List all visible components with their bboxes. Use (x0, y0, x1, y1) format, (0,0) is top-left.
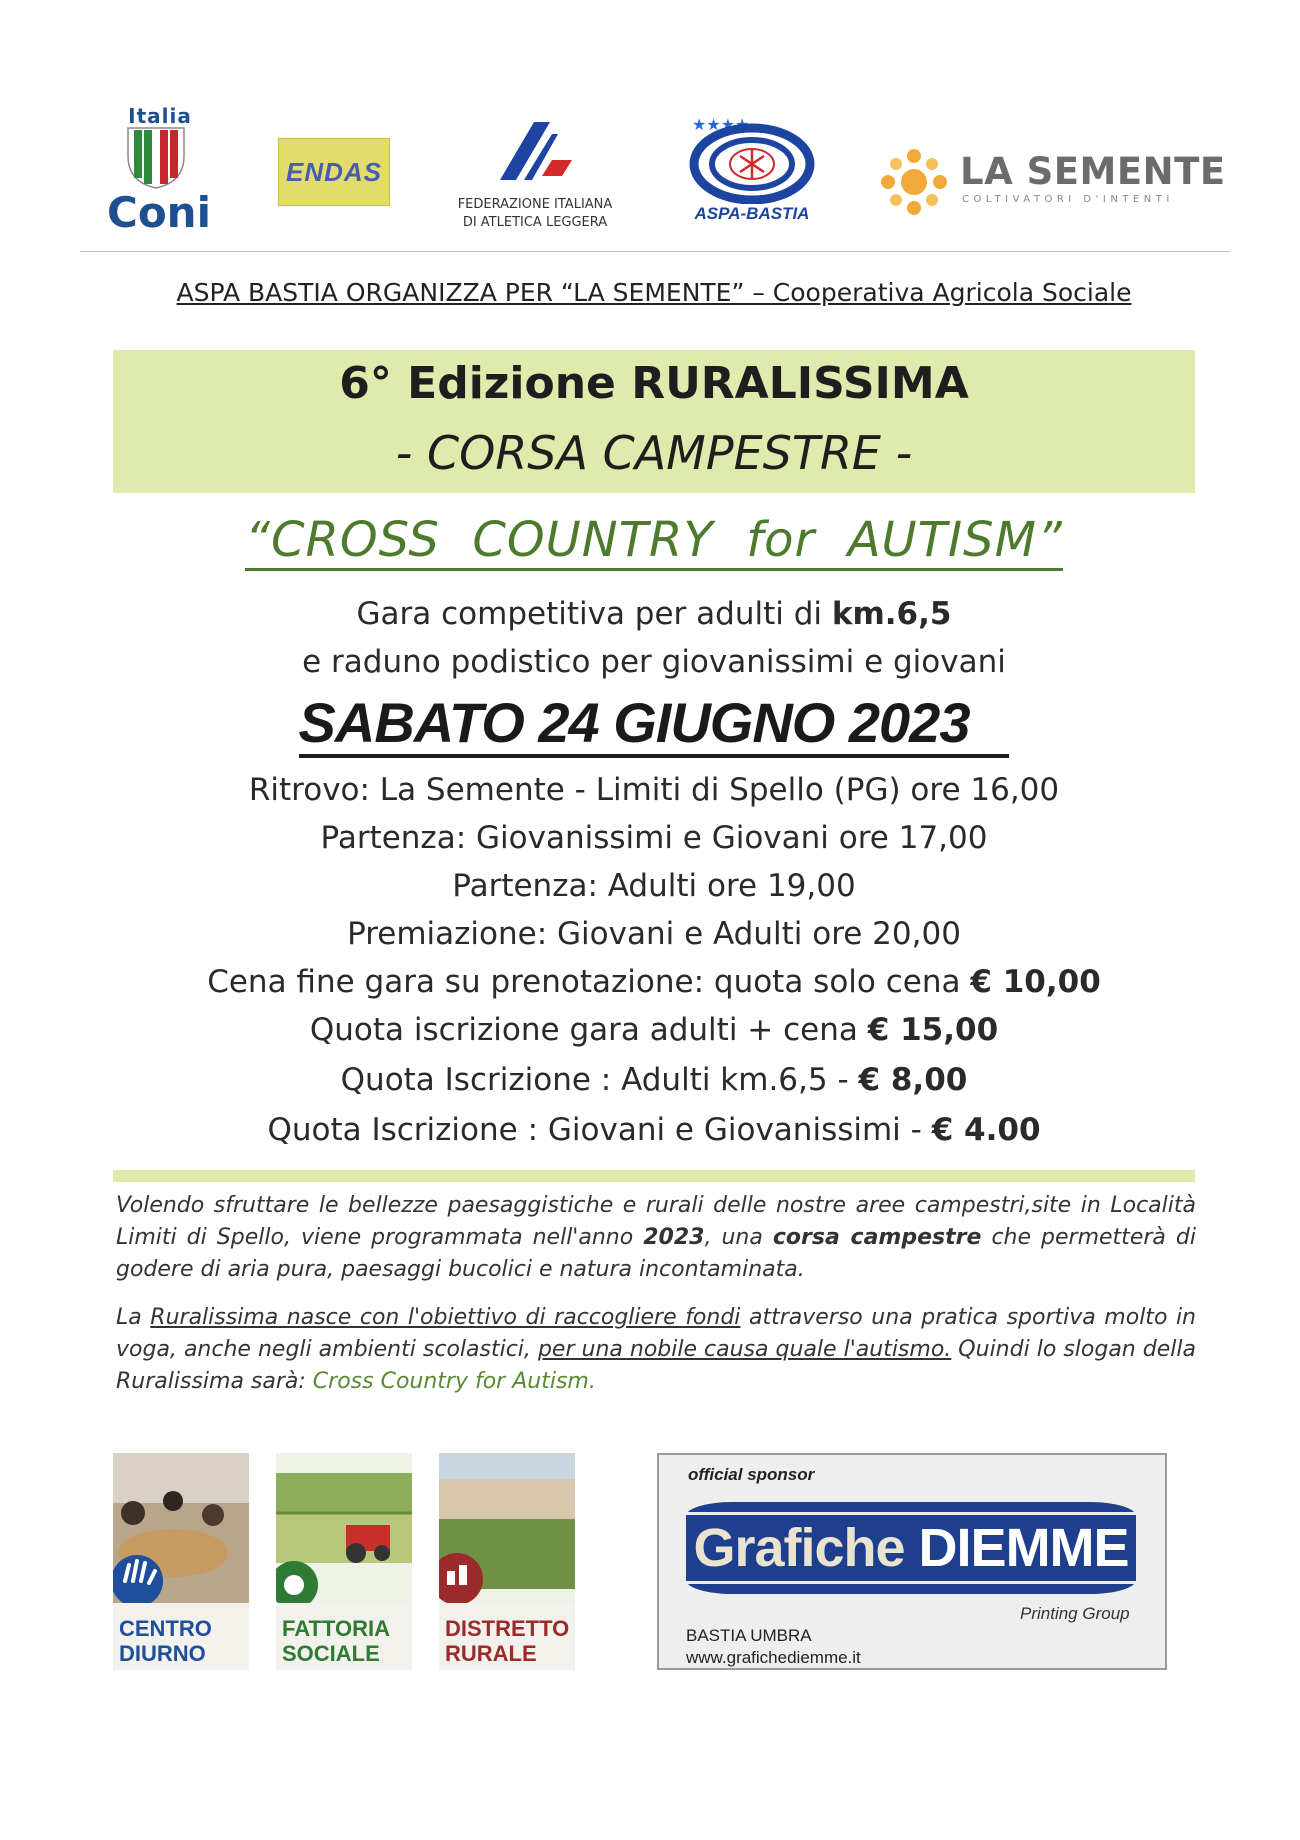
schedule-item (113, 868, 1195, 904)
la-semente-logo-title: LA SEMENTE (960, 150, 1226, 193)
schedule-text: Cena fine gara su prenotazione: quota solo cena (207, 964, 971, 1000)
p1-corsa: corsa campestre (772, 1225, 982, 1250)
intro-line-1 (113, 596, 1195, 632)
svg-text:★★★★: ★★★★ (692, 115, 750, 134)
fidal-line-1: FEDERAZIONE ITALIANA (457, 197, 613, 212)
schedule-text: Partenza: Giovanissimi e Giovani ore 17,00 (320, 820, 988, 856)
p1-text-c: , una (704, 1225, 773, 1250)
centro-diurno-photo (113, 1453, 249, 1603)
schedule-item (113, 772, 1195, 808)
schedule-text: Partenza: Adulti ore 19,00 (452, 868, 856, 904)
fidal-logo-text (440, 196, 630, 232)
schedule-text: Premiazione: Giovani e Adulti ore 20,00 (347, 916, 961, 952)
event-subtitle: - CORSA CAMPESTRE - (395, 426, 913, 480)
sponsor-city: BASTIA UMBRA (686, 1626, 812, 1645)
schedule-item (113, 820, 1195, 856)
sponsor-website[interactable]: www.grafichediemme.it (686, 1648, 861, 1667)
tile-label-1: DISTRETTO (445, 1616, 570, 1641)
tile-label-1: CENTRO (119, 1616, 212, 1641)
section-divider (113, 1170, 1195, 1182)
schedule-item (113, 916, 1195, 952)
description-paragraph-2 (116, 1302, 1196, 1398)
tile-distretto-rurale (439, 1453, 575, 1670)
sponsor-logo-stripe (686, 1581, 1136, 1584)
p1-text-a: Volendo sfruttare le bellezze paesaggistiche e rurali delle nostre aree campestri,site in Località Limiti di Spello, viene programmata nell'anno (116, 1193, 1196, 1250)
tile-label-2: DIURNO (119, 1641, 206, 1666)
edition-title: 6° Edizione RURALISSIMA (339, 358, 969, 409)
schedule-item (113, 1112, 1195, 1148)
slogan (113, 512, 1195, 568)
schedule-text: Ritrovo: La Semente - Limiti di Spello (PG) ore 16,00 (248, 772, 1060, 808)
schedule-text: Quota Iscrizione : Giovani e Giovanissimi - (267, 1112, 932, 1148)
coni-italia-label: Italia (128, 104, 192, 128)
coni-logo-text: Coni (107, 188, 211, 237)
schedule-price: € 4.00 (931, 1112, 1041, 1148)
fattoria-sociale-photo (276, 1453, 412, 1603)
schedule-price: € 15,00 (867, 1012, 999, 1048)
tile-label-1: FATTORIA (282, 1616, 390, 1641)
distretto-rurale-photo (439, 1453, 575, 1603)
sponsor-tagline: Printing Group (1020, 1604, 1130, 1623)
p2-underlined-1: Ruralissima nasce con l'obiettivo di raccogliere fondi (150, 1305, 741, 1330)
p2-underlined-2: per una nobile causa quale l'autismo. (537, 1337, 952, 1362)
schedule-text: Quota iscrizione gara adulti + cena (309, 1012, 868, 1048)
endas-logo-text: ENDAS (285, 156, 382, 187)
aspa-bastia-logo (680, 108, 820, 204)
intro-line-1-text: Gara competitiva per adulti di (356, 596, 832, 632)
fidal-logo (494, 120, 574, 184)
slogan-text: “CROSS COUNTRY for AUTISM” (245, 512, 1063, 571)
intro-line-2: e raduno podistico per giovanissimi e giovani (302, 644, 1006, 680)
tile-fattoria-sociale (276, 1453, 412, 1670)
p2-slogan: Cross Country for Autism. (312, 1369, 596, 1394)
tile-label-2: RURALE (445, 1641, 537, 1666)
fidal-line-2: DI ATLETICA LEGGERA (462, 215, 608, 230)
event-date-text: SABATO 24 GIUGNO 2023 (299, 691, 1010, 758)
endas-logo (278, 138, 390, 206)
header-divider (80, 251, 1230, 252)
p2-text-c: attraverso una pratica sportiva molto in voga, anche negli ambienti scolastici, (116, 1305, 1197, 1362)
aspa-bastia-logo-text: ASPA-BASTIA (694, 204, 810, 223)
sponsor-logo-stripe (686, 1512, 1136, 1515)
sponsor-logo (686, 1502, 1136, 1594)
schedule-item (113, 1012, 1195, 1048)
schedule-text: Quota Iscrizione : Adulti km.6,5 - (340, 1062, 859, 1098)
schedule-price: € 10,00 (970, 964, 1101, 1000)
coni-shield-logo (124, 126, 188, 190)
tile-centro-diurno (113, 1453, 249, 1670)
intro-distance: km.6,5 (831, 596, 952, 632)
p2-text-a: La (116, 1305, 151, 1330)
la-semente-sun-logo (876, 144, 952, 220)
schedule-price: € 8,00 (858, 1062, 968, 1098)
p1-text-e: che permetterà di godere di aria pura, paesaggi bucolici e natura incontaminata. (116, 1225, 1196, 1282)
sponsor-caption: official sponsor (688, 1465, 815, 1484)
p2-text-e: Quindi lo slogan della Ruralissima sarà: (116, 1337, 1196, 1394)
sponsor-brand-b: DIEMME (918, 1518, 1129, 1578)
tile-label-2: SOCIALE (282, 1641, 380, 1666)
sponsor-brand-a: Grafiche (693, 1518, 905, 1578)
schedule-item (113, 1062, 1195, 1098)
event-date (113, 690, 1195, 755)
description-paragraph-1 (116, 1190, 1196, 1286)
schedule-item (113, 964, 1195, 1000)
organizer-line: ASPA BASTIA ORGANIZZA PER “LA SEMENTE” – Cooperativa Agricola Sociale (176, 278, 1132, 307)
p1-year: 2023 (643, 1225, 705, 1250)
sponsor-brand (693, 1517, 1128, 1579)
la-semente-logo-subtitle: COLTIVATORI D'INTENTI (962, 194, 1174, 205)
